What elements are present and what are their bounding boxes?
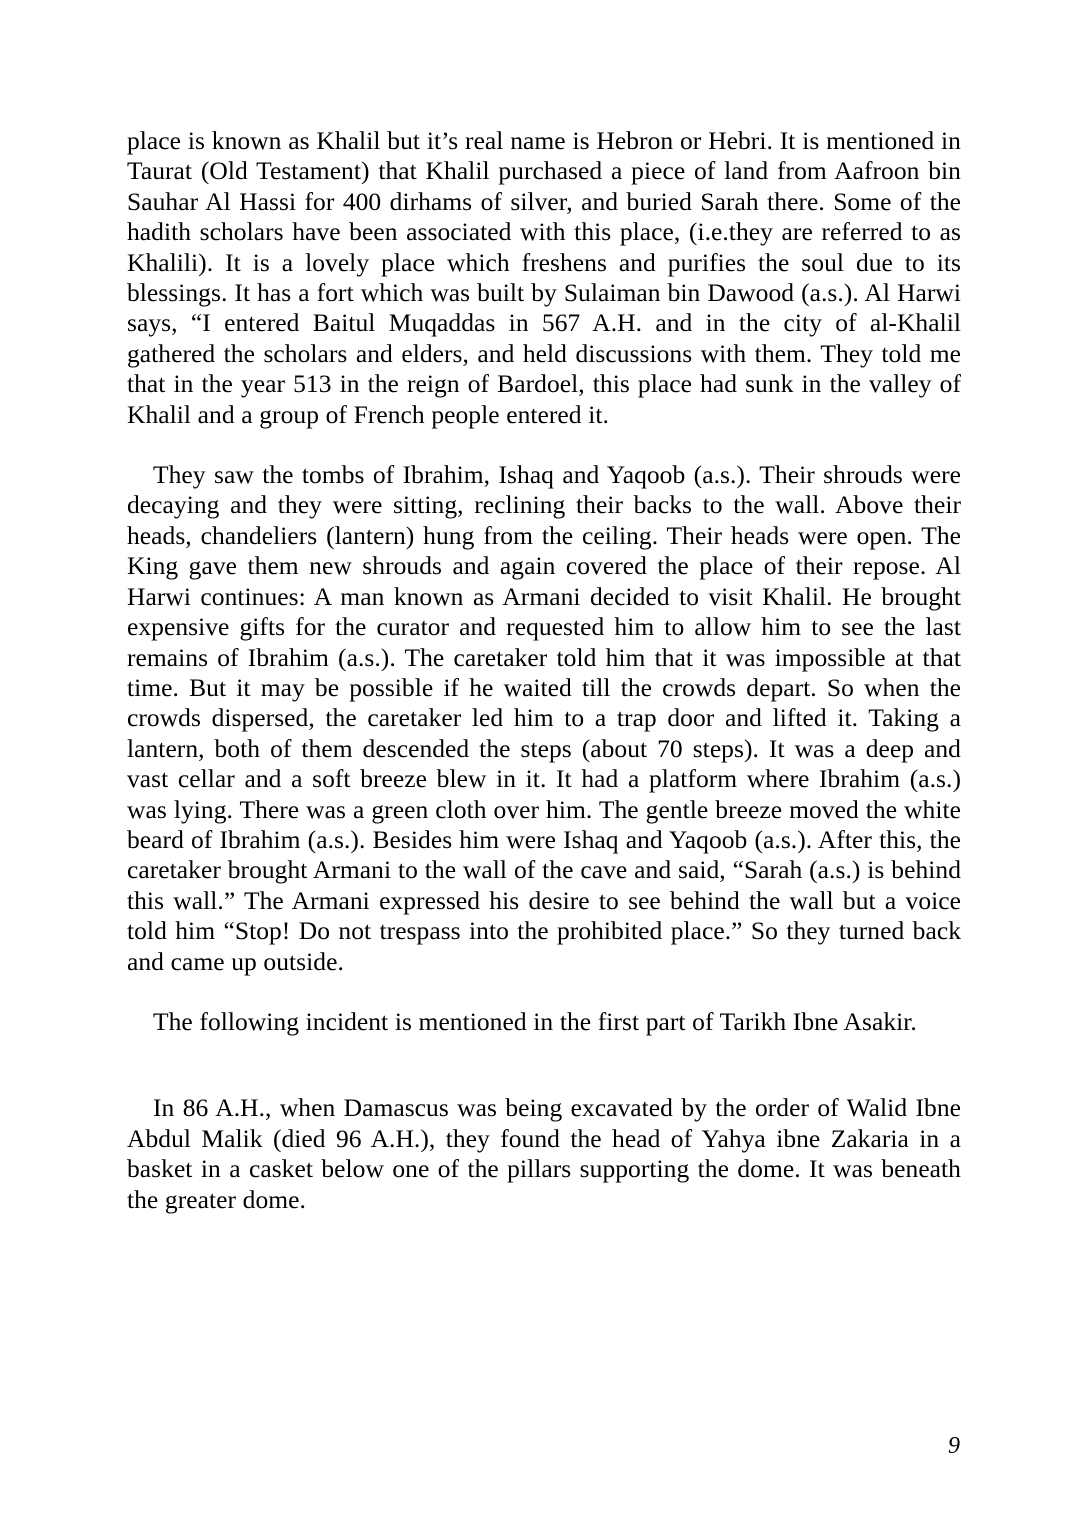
paragraph-gap (127, 1037, 961, 1093)
paragraph-1: place is known as Khalil but it’s real name is Hebron or Hebri. It is mentioned in Taurat (Old Testament) that Khalil purchased a piece of land from Aafroon bin Sauhar Al Hassi for 400 dirhams of silver, and buried Sarah there. Some of the hadith scholars have been associated with this place, (i.e.they are referred to as Khalili). It is a lovely place which freshens and purifies the soul due to its blessings. It has a fort which was built by Sulaiman bin Dawood (a.s.). Al Harwi says, “I entered Baitul Muqaddas in 567 A.H. and in the city of al-Khalil gathered the scholars and elders, and held discussions with them. They told me that in the year 513 in the reign of Bardoel, this place had sunk in the valley of Khalil and a group of French people entered it. (127, 126, 961, 429)
paragraph-4: In 86 A.H., when Damascus was being excavated by the order of Walid Ibne Abdul Malik (died 96 A.H.), they found the head of Yahya ibne Zakaria in a basket in a casket below one of the pillars supporting the dome. It was beneath the greater dome. (127, 1093, 961, 1214)
paragraph-3: The following incident is mentioned in the first part of Tarikh Ibne Asakir. (153, 1006, 917, 1036)
page-text-block (127, 126, 961, 1215)
paragraph-2: They saw the tombs of Ibrahim, Ishaq and Yaqoob (a.s.). Their shrouds were decaying and they were sitting, reclining their backs to the wall. Above their heads, chandeliers (lantern) hung from the ceiling. Their heads were open. The King gave them new shrouds and again covered the place of their repose. Al Harwi continues: A man known as Armani decided to visit Khalil. He brought expensive gifts for the curator and requested him to allow him to see the last remains of Ibrahim (a.s.). The caretaker told him that it was impossible at that time. But it may be possible if he waited till the crowds depart. So when the crowds dispersed, the caretaker led him to a trap door and lifted it. Taking a lantern, both of them descended the steps (about 70 steps). It was a deep and vast cellar and a soft breeze blew in it. It had a platform where Ibrahim (a.s.) was lying. There was a green cloth over him. The gentle breeze moved the white beard of Ibrahim (a.s.). Besides him were Ishaq and Yaqoob (a.s.). After this, the caretaker brought Armani to the wall of the cave and said, “Sarah (a.s.) is behind this wall.” The Armani expressed his desire to see behind the wall but a voice told him “Stop! Do not trespass into the prohibited place.” So they turned back and came up outside. (127, 460, 961, 976)
paragraph-gap (127, 977, 961, 1007)
page-number: 9 (948, 1433, 960, 1459)
paragraph-gap (127, 430, 961, 460)
